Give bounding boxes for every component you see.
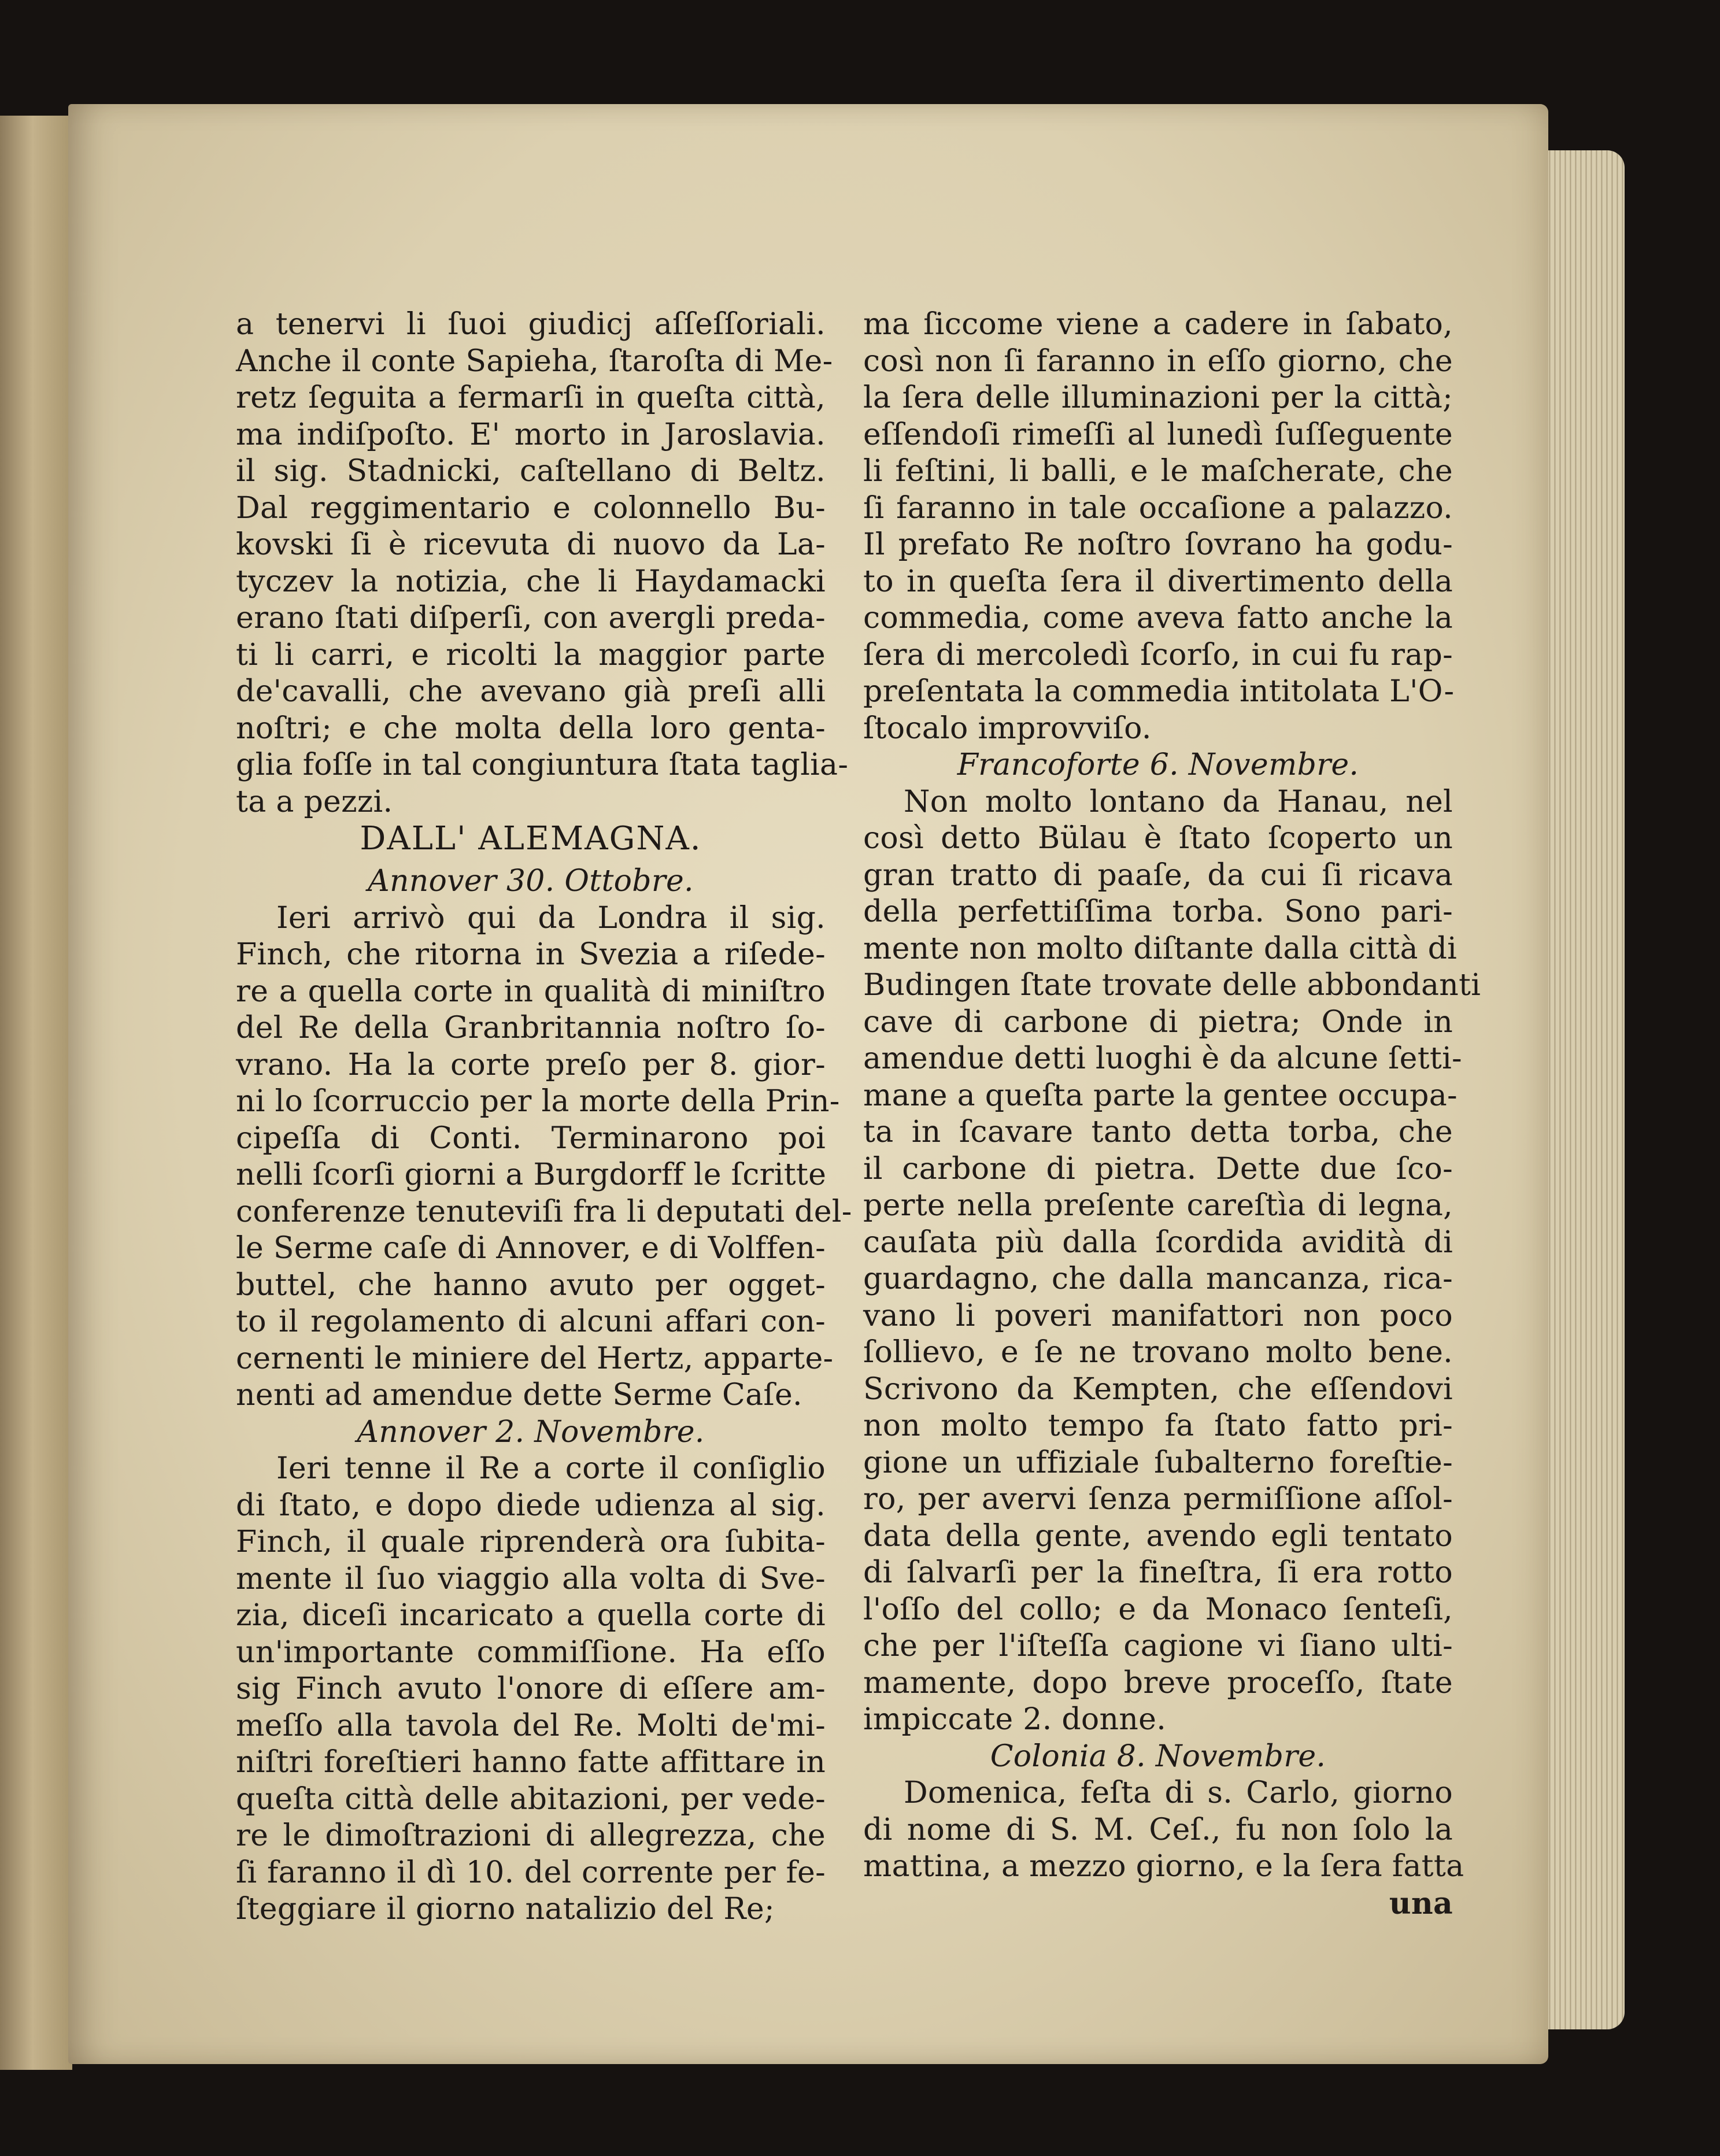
text-line: queſta città delle abitazioni, per vede- [236,1781,826,1817]
text-line: mattina, a mezzo giorno, e la ſera fatta [863,1849,1464,1884]
text-line: di nome di S. M. Ceſ., fu non ſolo la [863,1812,1453,1847]
text-line: meſſo alla tavola del Re. Molti de'mi- [236,1708,826,1743]
text-line: cipeſſa di Conti. Terminarono poi [236,1120,826,1156]
text-line: gran tratto di paaſe, da cui ſi ricava [863,857,1453,893]
text-line: Scrivono da Kempten, che eſſendovi [863,1371,1453,1407]
text-line: nelli ſcorſi giorni a Burgdorff le ſcritte [236,1157,827,1192]
text-line: il sig. Stadnicki, caſtellano di Beltz. [236,454,826,489]
text-line: ni lo ſcorruccio per la morte della Prin- [236,1084,840,1119]
text-line: to il regolamento di alcuni affari con- [236,1304,826,1339]
text-line: ſi faranno in tale occaſione a palazzo. [863,490,1453,526]
text-line: l'oſſo del collo; e da Monaco ſenteſi, [863,1592,1453,1627]
text-line: Dal reggimentario e colonnello Bu- [236,490,826,526]
right-column [863,306,1481,1922]
text-line: del Re della Granbritannia noſtro ſo- [236,1011,826,1045]
text-line: de'cavalli, che avevano già preſi alli [236,674,826,709]
text-line: retz ſeguita a fermarſi in queſta città, [236,380,826,415]
text-line: ſi faranno il dì 10. del corrente per fe- [236,1855,826,1890]
text-line: commedia, come aveva fatto anche la [863,601,1453,635]
catchword: una [1389,1885,1453,1921]
text-line: ſollievo, e ſe ne trovano molto bene. [863,1335,1453,1370]
left-paragraph-3 [236,1451,826,1928]
text-line: mente il ſuo viaggio alla volta di Sve- [236,1561,826,1596]
text-line: Anche il conte Sapieha, ſtaroſta di Me- [236,343,833,379]
text-line: mane a queſta parte la gentee occupa- [863,1078,1458,1113]
text-line: Domenica, feſta di s. Carlo, giorno [904,1776,1453,1810]
left-column [236,306,852,1928]
text-line: gione un uffiziale ſubalterno foreſtie- [863,1445,1453,1480]
text-line: ti li carri, e ricolti la maggior parte [236,637,826,672]
text-line: ro, per avervi ſenza permiſſione aſſol- [863,1482,1453,1517]
text-line: Il prefato Re noſtro ſovrano ha godu- [863,527,1453,562]
text-line: vrano. Ha la corte preſo per 8. gior- [236,1047,826,1082]
text-line: re le dimoſtrazioni di allegrezza, che [236,1818,826,1853]
book-page [68,104,1548,2064]
text-line: data della gente, avendo egli tentato [863,1518,1453,1554]
text-line: guardagno, che dalla mancanza, rica- [863,1262,1453,1296]
text-line: vano li poveri manifattori non poco [863,1298,1453,1333]
text-line: mente non molto diſtante dalla città di [863,931,1458,966]
text-line: ma indiſpoſto. E' morto in Jaroslavia. [236,417,826,452]
text-line: di ſalvarſi per la fineſtra, ſi era rotto [863,1555,1453,1590]
text-line: la ſera delle illuminazioni per la città; [863,380,1453,415]
text-line: tyczev la notizia, che li Haydamacki [236,564,826,599]
text-line: Ieri tenne il Re a corte il conſiglio [276,1451,826,1486]
right-paragraph-3 [863,1775,1464,1885]
dateline-annover-ottobre: Annover 30. Ottobre. [368,864,694,898]
text-line: ta a pezzi. [236,784,393,819]
text-line: a tenervi li ſuoi giudicj aſſeſſoriali. [236,307,826,342]
text-line: ſera di mercoledì ſcorſo, in cui fu rap- [863,637,1453,672]
text-line: ta in ſcavare tanto detta torba, che [863,1115,1453,1149]
text-line: cave di carbone di pietra; Onde in [863,1004,1453,1040]
right-paragraph-2 [863,784,1481,1739]
text-line: così detto Bülau è ſtato ſcoperto un [863,821,1453,856]
text-line: noſtri; e che molta della loro genta- [236,711,826,746]
right-paragraph-1 [863,306,1453,747]
section-heading: DALL' ALEMAGNA. [360,820,702,857]
text-line: re a quella corte in qualità di miniſtro [236,974,826,1009]
text-line: della perfettiſſima torba. Sono pari- [863,894,1453,929]
text-line: glia foſſe in tal congiuntura ſtata taglia- [236,748,849,782]
text-line: li feſtini, li balli, e le maſcherate, che [863,454,1453,489]
text-line: Finch, il quale riprenderà ora ſubita- [236,1525,826,1559]
text-line: cernenti le miniere del Hertz, apparte- [236,1341,834,1376]
text-line: così non ſi faranno in eſſo giorno, che [863,343,1453,379]
text-line: buttel, che hanno avuto per ogget- [236,1267,826,1303]
text-line: il carbone di pietra. Dette due ſco- [863,1151,1453,1186]
dateline-annover-novembre: Annover 2. Novembre. [357,1414,705,1449]
text-line: eſſendoſi rimeſſi al lunedì ſuſſeguente [863,417,1453,452]
text-line: perte nella preſente careſtìa di legna, [863,1188,1453,1223]
text-line: Budingen ſtate trovate delle abbondanti [863,968,1481,1003]
text-line: le Serme caſe di Annover, e di Volffen- [236,1231,826,1266]
left-paragraph-1 [236,306,849,820]
dateline-colonia: Colonia 8. Novembre. [990,1739,1326,1774]
dateline-francoforte: Francoforte 6. Novembre. [957,748,1359,782]
text-line: conferenze tenuteviſi fra li deputati del- [236,1194,852,1229]
text-line: amendue detti luoghi è da alcune ſetti- [863,1041,1462,1076]
text-line: Non molto lontano da Hanau, nel [904,784,1453,819]
text-line: niſtri foreſtieri hanno fatte affittare in [236,1745,826,1780]
text-line: erano ſtati diſperſi, con avergli preda- [236,601,826,635]
text-line: zia, diceſi incaricato a quella corte di [236,1598,826,1633]
text-line: sig Finch avuto l'onore di eſſere am- [236,1671,826,1706]
text-line: ſtocalo improvviſo. [863,711,1152,746]
text-line: Finch, che ritorna in Svezia a riſede- [236,937,826,972]
facing-page-edge [0,116,72,2070]
text-line: cauſata più dalla ſcordida avidità di [863,1225,1453,1260]
text-line: non molto tempo fa ſtato fatto pri- [863,1408,1453,1443]
text-line: ma ſiccome viene a cadere in ſabato, [863,307,1453,342]
left-paragraph-2 [236,900,852,1414]
text-line: Ieri arrivò qui da Londra il sig. [276,900,826,935]
text-line: ſteggiare il giorno natalizio del Re; [236,1892,775,1926]
text-line: kovski ſi è ricevuta di nuovo da La- [236,527,826,562]
text-line: impiccate 2. donne. [863,1702,1167,1737]
text-line: nenti ad amendue dette Serme Caſe. [236,1378,802,1412]
text-line: mamente, dopo breve proceſſo, ſtate [863,1665,1453,1700]
text-line: preſentata la commedia intitolata L'O- [863,674,1455,709]
text-line: che per l'iſteſſa cagione vi ſiano ulti- [863,1629,1453,1663]
text-line: un'importante commiſſione. Ha eſſo [236,1634,826,1670]
text-line: di ſtato, e dopo diede udienza al sig. [236,1488,826,1523]
text-line: to in queſta ſera il divertimento della [863,564,1453,599]
